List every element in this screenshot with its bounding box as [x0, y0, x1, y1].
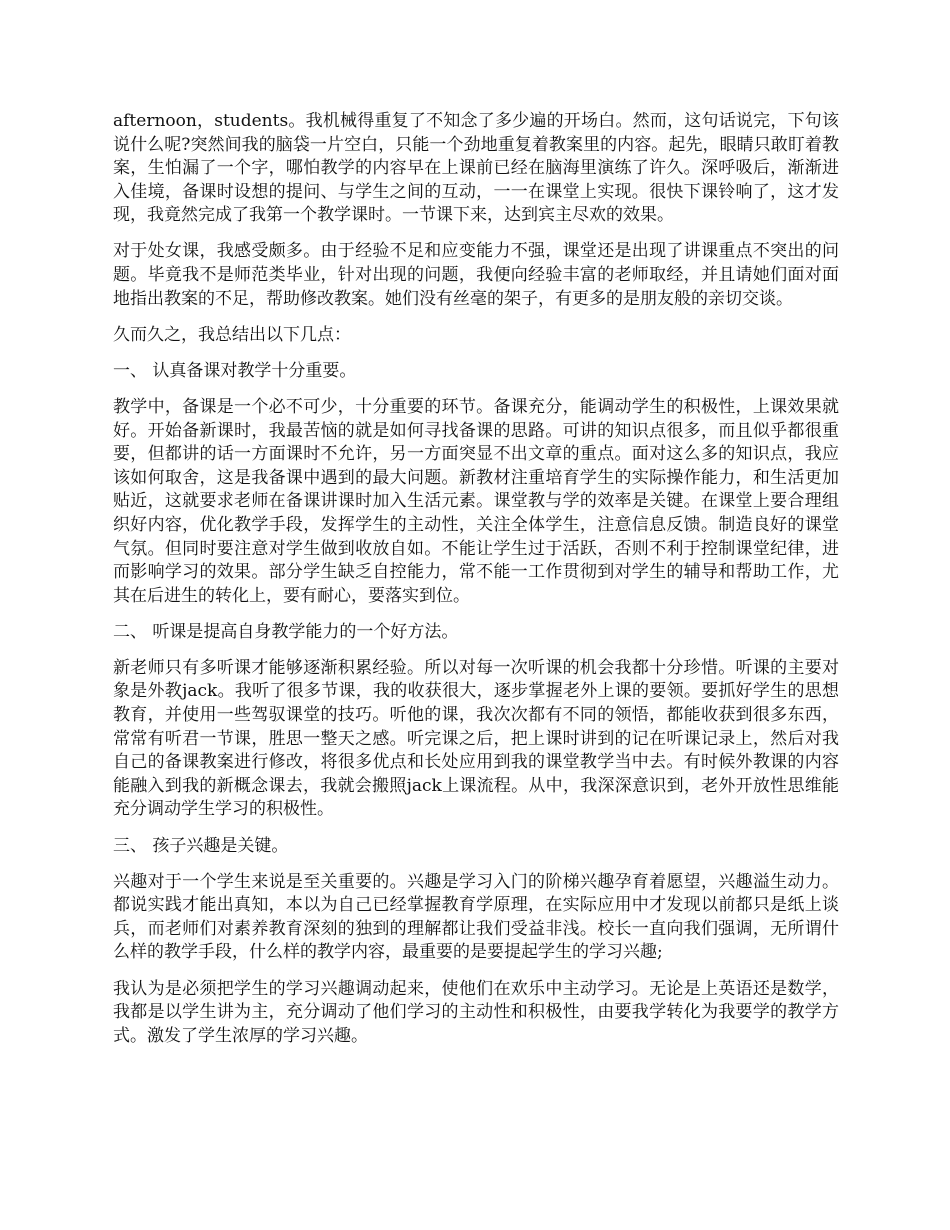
- document-body: [113, 110, 839, 1061]
- paragraph-interest: 兴趣对于一个学生来说是至关重要的。兴趣是学习入门的阶梯兴趣孕育着愿望，兴趣溢生动力。都说实践才能出真知，本以为自己已经掌握教育学原理，在实际应用中才发现以前都只是纸上谈兵，而老师们对素养教育深刻的独到的理解都让我们受益非浅。校长一直向我们强调，无所谓什么样的教学手段，什么样的教学内容，最重要的是要提起学生的学习兴趣;: [113, 871, 839, 963]
- paragraph-lesson-prep: 教学中，备课是一个必不可少，十分重要的环节。备课充分，能调动学生的积极性，上课效果就好。开始备新课时，我最苦恼的就是如何寻找备课的思路。可讲的知识点很多，而且似乎都很重要，但都讲的话一方面课时不允许，另一方面突显不出文章的重点。面对这么多的知识点，我应该如何取舍，这是我备课中遇到的最大问题。新教材注重培育学生的实际操作能力，和生活更加贴近，这就要求老师在备课讲课时加入生活元素。课堂教与学的效率是关键。在课堂上要合理组织好内容，优化教学手段，发挥学生的主动性，关注全体学生，注意信息反馈。制造良好的课堂气氛。但同时要注意对学生做到收放自如。不能让学生过于活跃，否则不利于控制课堂纪律，进而影响学习的效果。部分学生缺乏自控能力，常不能一工作贯彻到对学生的辅导和帮助工作，尤其在后进生的转化上，要有耐心，要落实到位。: [113, 396, 839, 606]
- paragraph-observing-classes: 新老师只有多听课才能够逐渐积累经验。所以对每一次听课的机会我都十分珍惜。听课的主要对象是外教jack。我听了很多节课，我的收获很大，逐步掌握老外上课的要领。要抓好学生的思想教育，并使用一些驾驭课堂的技巧。听他的课，我次次都有不同的领悟，都能收获到很多东西，常常有听君一节课，胜思一整天之感。听完课之后，把上课时讲到的记在听课记录上，然后对我自己的备课教案进行修改，将很多优点和长处应用到我的课堂教学当中去。有时候外教课的内容能融入到我的新概念课去，我就会搬照jack上课流程。从中，我深深意识到，老外开放性思维能充分调动学生学习的积极性。: [113, 657, 839, 820]
- section-heading-1: 一、 认真备课对教学十分重要。: [113, 360, 357, 381]
- paragraph-summary-intro: 久而久之，我总结出以下几点：: [113, 324, 351, 345]
- section-heading-2: 二、 听课是提高自身教学能力的一个好方法。: [113, 621, 459, 642]
- paragraph-motivation: 我认为是必须把学生的学习兴趣调动起来，使他们在欢乐中主动学习。无论是上英语还是数学，我都是以学生讲为主，充分调动了他们学习的主动性和积极性，由要我学转化为我要学的教学方式。激发了学生浓厚的学习兴趣。: [113, 978, 839, 1046]
- paragraph-opening: afternoon，students。我机械得重复了不知念了多少遍的开场白。然而，这句话说完，下句该说什么呢?突然间我的脑袋一片空白，只能一个劲地重复着教案里的内容。起先，眼睛只敢盯着教案，生怕漏了一个字，哪怕教学的内容早在上课前已经在脑海里演练了许久。深呼吸后，渐渐进入佳境，备课时设想的提问、与学生之间的互动，一一在课堂上实现。很快下课铃响了，这才发现，我竟然完成了我第一个教学课时。一节课下来，达到宾主尽欢的效果。: [113, 111, 839, 226]
- paragraph-first-class-reflection: 对于处女课，我感受颇多。由于经验不足和应变能力不强，课堂还是出现了讲课重点不突出的问题。毕竟我不是师范类毕业，针对出现的问题，我便向经验丰富的老师取经，并且请她们面对面地指出教案的不足，帮助修改教案。她们没有丝毫的架子，有更多的是朋友般的亲切交谈。: [113, 241, 839, 309]
- section-heading-3: 三、 孩子兴趣是关键。: [113, 835, 289, 856]
